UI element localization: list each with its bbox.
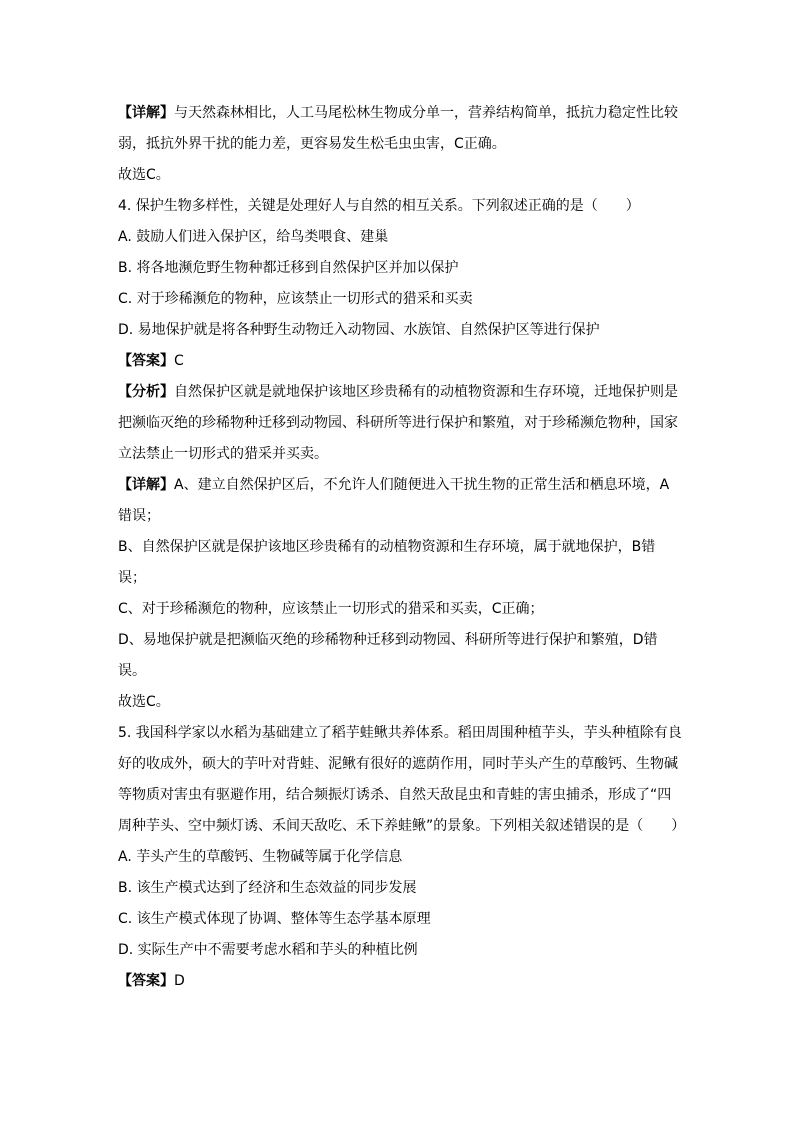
question-5-stem: 5. 我国科学家以水稻为基础建立了稻芋蛙鳅共养体系。稻田周围种植芋头，芋头种植除有良好的收成外，硕大的芋叶对背蛙、泥鳅有很好的遮荫作用，同时芋头产生的草酸钙、生物碱等物质对害虫有驱避作用，结合频振灯诱杀、自然天敌昆虫和青蛙的害虫捕杀，形成了“四周种芋头、空中频灯诱、禾间天敌吃、禾下养蛙鳅”的景象。下列相关叙述错误的是（ ） [118, 725, 686, 834]
question-4-option-c: C. 对于珍稀濒危的物种，应该禁止一切形式的猎采和买卖 [118, 291, 473, 307]
question-4-stem: 4. 保护生物多样性，关键是处理好人与自然的相互关系。下列叙述正确的是（ ） [118, 198, 640, 214]
analysis-text: 自然保护区就是就地保护该地区珍贵稀有的动植物资源和生存环境，迁地保护则是把濒临灭绝的珍稀物种迁移到动物园、科研所等进行保护和繁殖，对于珍稀濒危物种，国家立法禁止一切形式的猎采并买卖。 [118, 384, 678, 462]
question-5-option-c: C. 该生产模式体现了协调、整体等生态学基本原理 [118, 911, 431, 927]
question-4-detail-a [118, 470, 683, 532]
answer-tag: 【答案】 [118, 973, 174, 989]
detail-text: 与天然森林相比，人工马尾松林生物成分单一，营养结构简单，抵抗力稳定性比较弱，抵抗外界干扰的能力差，更容易发生松毛虫虫害，C正确。 [118, 105, 678, 152]
analysis-tag: 【分析】 [118, 384, 174, 400]
question-4-option-b: B. 将各地濒危野生物种都迁移到自然保护区并加以保护 [118, 260, 459, 276]
question-4-answer [118, 346, 683, 377]
prev-conclusion: 故选C。 [118, 167, 170, 183]
question-4-detail-c: C、对于珍稀濒危的物种，应该禁止一切形式的猎采和买卖，C正确； [118, 601, 544, 617]
document-page [118, 98, 686, 997]
detail-text: A、建立自然保护区后，不允许人们随便进入干扰生物的正常生活和栖息环境，A错误； [118, 477, 670, 524]
question-5-option-b: B. 该生产模式达到了经济和生态效益的同步发展 [118, 880, 417, 896]
answer-value: C [174, 353, 184, 369]
question-5-answer [118, 966, 683, 997]
question-4-analysis [118, 377, 683, 470]
answer-value: D [174, 973, 185, 989]
question-4-conclusion: 故选C。 [118, 694, 170, 710]
detail-tag: 【详解】 [118, 477, 174, 493]
question-5-option-d: D. 实际生产中不需要考虑水稻和芋头的种植比例 [118, 942, 418, 958]
question-4-detail-d: D、易地保护就是把濒临灭绝的珍稀物种迁移到动物园、科研所等进行保护和繁殖，D错误。 [118, 632, 658, 679]
question-5-option-a: A. 芋头产生的草酸钙、生物碱等属于化学信息 [118, 849, 403, 865]
question-4-detail-b: B、自然保护区就是保护该地区珍贵稀有的动植物资源和生存环境，属于就地保护，B错误； [118, 539, 656, 586]
question-4-option-d: D. 易地保护就是将各种野生动物迁入动物园、水族馆、自然保护区等进行保护 [118, 322, 600, 338]
answer-tag: 【答案】 [118, 353, 174, 369]
question-4-option-a: A. 鼓励人们进入保护区，给鸟类喂食、建巢 [118, 229, 389, 245]
detail-tag: 【详解】 [118, 105, 174, 121]
prev-detail [118, 98, 683, 160]
